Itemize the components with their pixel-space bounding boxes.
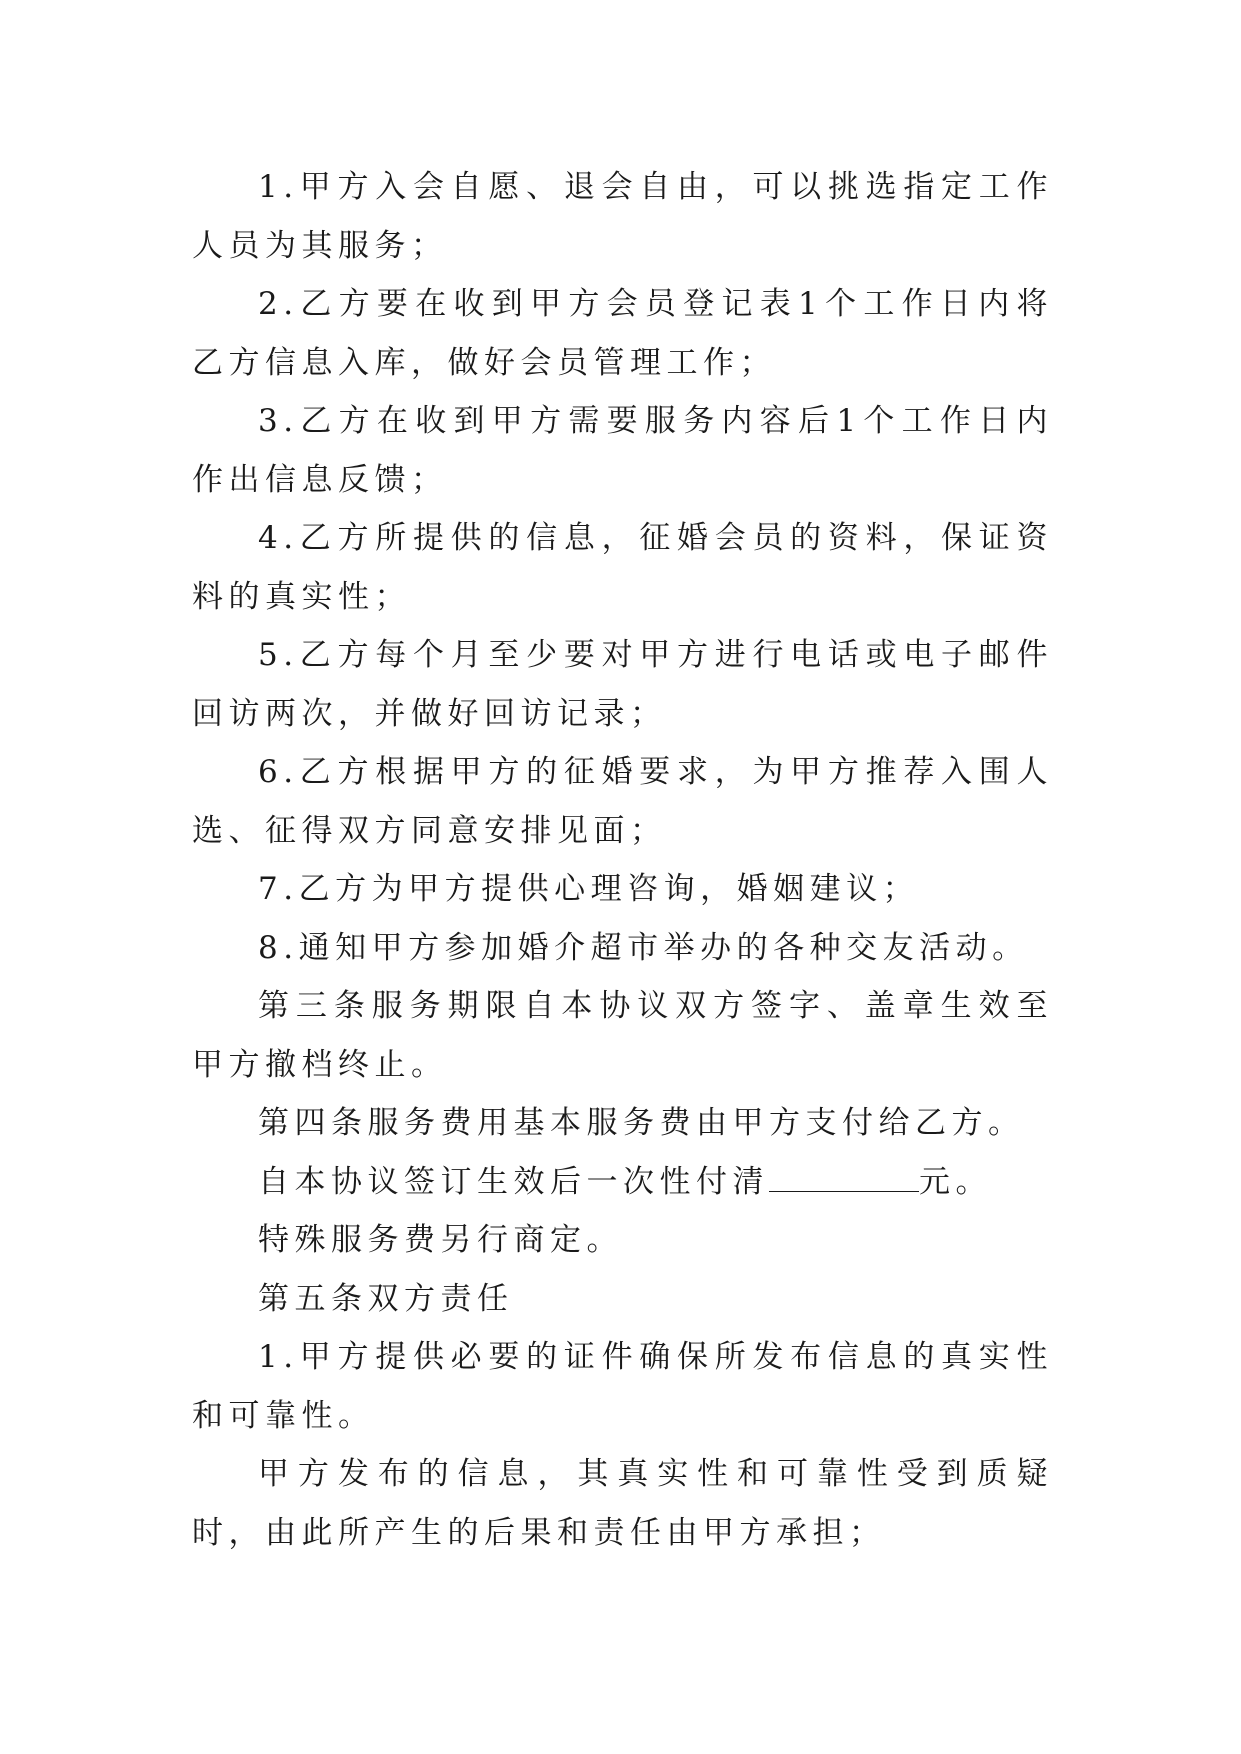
article-3-paragraph: 第三条服务期限自本协议双方签字、盖章生效至甲方撤档终止。: [192, 988, 1053, 1083]
clause-3-paragraph: 3.乙方在收到甲方需要服务内容后1个工作日内作出信息反馈；: [192, 403, 1053, 498]
article-4-paragraph: 第四条服务费用基本服务费由甲方支付给乙方。: [258, 1105, 1025, 1141]
special-fee-paragraph: 特殊服务费另行商定。: [258, 1222, 623, 1258]
article-5-heading: 第五条双方责任: [258, 1280, 514, 1317]
clause-1-paragraph: 1.甲方入会自愿、退会自由，可以挑选指定工作人员为其服务；: [192, 169, 1053, 264]
clause-6-paragraph: 6.乙方根据甲方的征婚要求，为甲方推荐入围人选、征得双方同意安排见面；: [192, 754, 1053, 849]
document-page: [192, 158, 1053, 1562]
clause-7-paragraph: 7.乙方为甲方提供心理咨询，婚姻建议；: [258, 871, 920, 907]
clause-8-paragraph: 8.通知甲方参加婚介超市举办的各种交友活动。: [258, 929, 1029, 966]
responsibility-1-paragraph: 1.甲方提供必要的证件确保所发布信息的真实性和可靠性。: [192, 1339, 1053, 1434]
amount-blank: [769, 1165, 919, 1192]
payment-line-text: 自本协议签订生效后一次性付清: [258, 1163, 769, 1200]
responsibility-detail-paragraph: 甲方发布的信息，其真实性和可靠性受到质疑时，由此所产生的后果和责任由甲方承担；: [192, 1456, 1053, 1551]
clause-2-paragraph: 2.乙方要在收到甲方会员登记表1个工作日内将乙方信息入库，做好会员管理工作；: [192, 286, 1053, 381]
clause-5-paragraph: 5.乙方每个月至少要对甲方进行电话或电子邮件回访两次，并做好回访记录；: [192, 637, 1053, 732]
payment-line-unit: 元。: [919, 1163, 992, 1200]
clause-4-paragraph: 4.乙方所提供的信息，征婚会员的资料，保证资料的真实性；: [192, 520, 1053, 615]
payment-line: [192, 1153, 1053, 1212]
